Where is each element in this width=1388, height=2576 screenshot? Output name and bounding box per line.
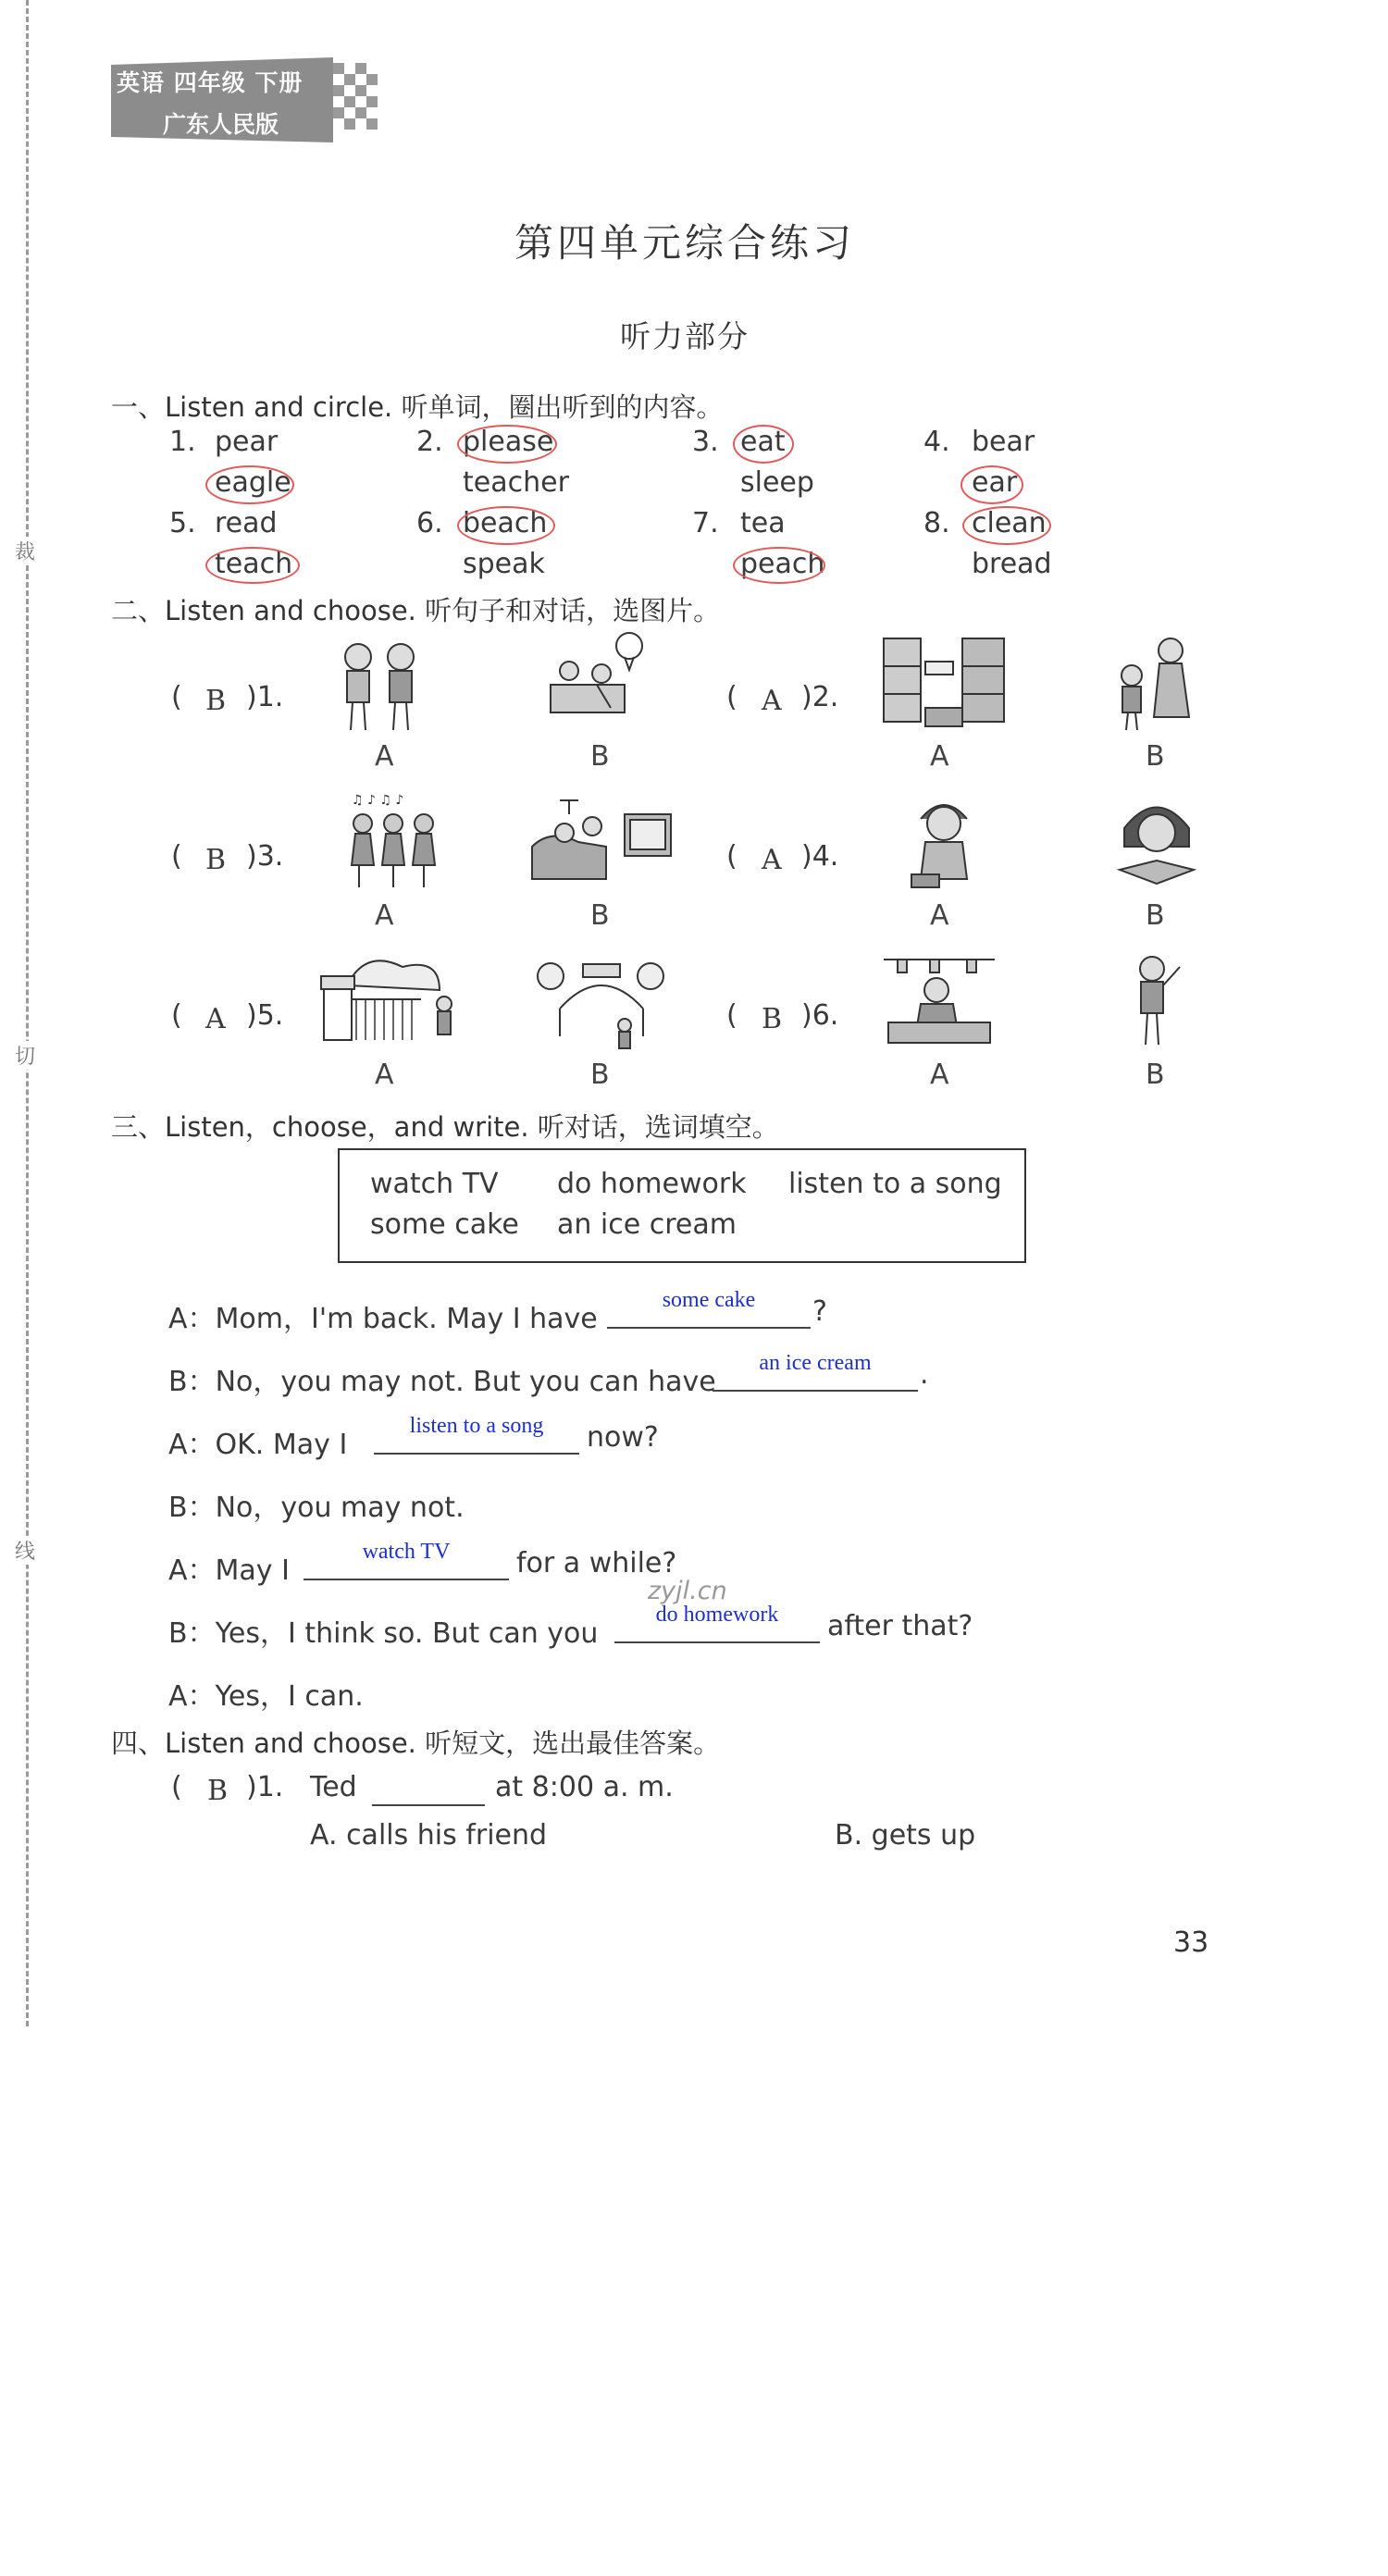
s2-label-4a: A [930, 899, 949, 932]
answer-text-3: listen to a song [409, 1414, 544, 1438]
answer-circle [205, 547, 300, 584]
dialogue-end-1: ? [812, 1295, 827, 1328]
word-bank-item: some cake [370, 1208, 519, 1241]
s2-label-4b: B [1146, 899, 1165, 932]
answer-blank-2 [713, 1351, 918, 1392]
answer-circle [205, 465, 294, 504]
page-title: 第四单元综合练习 [514, 220, 855, 266]
s2-open-2: ( [726, 681, 737, 713]
s2-label-6a: A [930, 1059, 949, 1091]
s1-bottom-8: bread [972, 548, 1052, 580]
watermark: zyjl.cn [648, 1577, 727, 1605]
dialogue-line-2: B：No，you may not. But you can have [168, 1366, 716, 1398]
s2-label-2a: A [930, 740, 949, 773]
answer-circle [960, 465, 1023, 504]
dialogue-line-1: A：Mom，I'm back. May I have [168, 1303, 598, 1335]
dialogue-end-2: . [920, 1358, 929, 1391]
mother-and-child-picture [1106, 634, 1208, 736]
answer-text-5: watch TV [362, 1540, 451, 1564]
cut-line [26, 0, 29, 2026]
s1-bottom-6: speak [463, 548, 545, 580]
s2-label-5a: A [375, 1059, 394, 1091]
cut-mark-2: 切 [15, 1041, 35, 1070]
s1-num-8: 8. [923, 507, 950, 539]
s4-option-a: A. calls his friend [310, 1819, 548, 1852]
answer-text-1: some cake [662, 1288, 756, 1312]
s2-open-1: ( [171, 681, 182, 713]
word-bank-item: listen to a song [788, 1168, 1002, 1200]
s2-label-6b: B [1146, 1059, 1165, 1091]
answer-blank-5 [304, 1540, 509, 1580]
s2-answer-4: A [762, 844, 782, 876]
answer-circle [733, 425, 794, 464]
word-bank-item: do homework [557, 1168, 747, 1200]
svg-text:♫ ♪ ♫ ♪: ♫ ♪ ♫ ♪ [352, 793, 404, 808]
s1-top-6: beach [463, 507, 548, 539]
s1-num-5: 5. [169, 507, 196, 539]
s1-bottom-3: sleep [740, 466, 814, 499]
zoo-gate-picture [310, 948, 467, 1050]
s2-label-1a: A [375, 740, 394, 773]
s1-top-1: pear [215, 426, 279, 458]
dialogue-line-4: B：No，you may not. [168, 1492, 465, 1524]
cut-mark-3: 线 [15, 1536, 35, 1565]
s2-label-3b: B [590, 899, 610, 932]
answer-circle [457, 506, 555, 545]
s2-num-3: )3. [246, 840, 284, 873]
s1-top-8: clean [972, 507, 1047, 539]
s1-bottom-2: teacher [463, 466, 569, 499]
girls-with-ice-cream-picture [541, 629, 652, 731]
girl-on-phone-picture [893, 791, 995, 893]
answer-text-2: an ice cream [759, 1351, 872, 1375]
s2-open-3: ( [171, 840, 182, 873]
s1-top-7: tea [740, 507, 786, 539]
s2-answer-1: B [205, 685, 227, 717]
dialogue-end-3: now? [587, 1421, 659, 1454]
dialogue-line-7: A：Yes，I can. [168, 1680, 364, 1713]
s1-top-3: eat [740, 426, 786, 458]
answer-blank-1 [607, 1288, 811, 1329]
s4-stem-a: Ted [310, 1771, 357, 1803]
answer-circle [733, 547, 825, 584]
page-subtitle: 听力部分 [620, 318, 750, 354]
s2-num-6: )6. [801, 999, 839, 1032]
s2-num-2: )2. [801, 681, 839, 713]
word-bank-item: an ice cream [557, 1208, 737, 1241]
s2-answer-3: B [205, 844, 227, 876]
dialogue-line-6: B：Yes，I think so. But can you [168, 1617, 599, 1650]
s2-open-6: ( [726, 999, 737, 1032]
word-bank [338, 1148, 1026, 1263]
dialogue-end-6: after that? [827, 1610, 973, 1642]
s2-label-2b: B [1146, 740, 1165, 773]
s4-answer-1: B [207, 1775, 229, 1807]
s1-num-2: 2. [416, 426, 443, 458]
s2-answer-2: A [762, 685, 782, 717]
s4-num-1: )1. [246, 1771, 284, 1803]
section1-heading: 一、Listen and circle. 听单词，圈出听到的内容。 [111, 391, 724, 423]
s4-stem-b: at 8:00 a. m. [495, 1771, 674, 1803]
s1-num-6: 6. [416, 507, 443, 539]
s2-num-1: )1. [246, 681, 284, 713]
children-singing-picture [342, 791, 444, 893]
girl-reading-book-picture [1101, 791, 1212, 893]
section2-heading: 二、Listen and choose. 听句子和对话，选图片。 [111, 595, 721, 626]
s1-bottom-1: eagle [215, 466, 291, 499]
library-shelves-picture [879, 634, 1009, 736]
s1-bottom-4: ear [972, 466, 1018, 499]
s1-bottom-5: teach [215, 548, 293, 580]
s1-num-7: 7. [692, 507, 719, 539]
answer-blank-3 [374, 1414, 579, 1455]
s4-blank [372, 1775, 485, 1806]
section4-heading: 四、Listen and choose. 听短文，选出最佳答案。 [111, 1728, 721, 1759]
answer-circle [457, 425, 557, 464]
answer-circle [962, 506, 1051, 545]
section3-heading: 三、Listen，choose，and write. 听对话，选词填空。 [111, 1111, 779, 1143]
boy-standing-picture [1110, 948, 1194, 1050]
s1-top-4: bear [972, 426, 1035, 458]
man-cooking-picture [879, 948, 999, 1050]
answer-blank-6 [614, 1603, 820, 1643]
s2-open-5: ( [171, 999, 182, 1032]
s1-top-2: please [463, 426, 554, 458]
dialogue-line-5: A：May I [168, 1554, 290, 1587]
s2-label-1b: B [590, 740, 610, 773]
dialogue-line-3: A：OK. May I [168, 1429, 348, 1461]
s2-num-5: )5. [246, 999, 284, 1032]
word-bank-item: watch TV [370, 1168, 499, 1200]
s2-open-4: ( [726, 840, 737, 873]
s2-label-5b: B [590, 1059, 610, 1091]
s2-answer-5: A [205, 1003, 226, 1035]
s1-top-5: read [215, 507, 278, 539]
s2-num-4: )4. [801, 840, 839, 873]
answer-text-6: do homework [655, 1603, 779, 1627]
s1-num-3: 3. [692, 426, 719, 458]
s2-label-3a: A [375, 899, 394, 932]
s1-num-4: 4. [923, 426, 950, 458]
header-line2: 广东人民版 [163, 111, 279, 138]
park-gate-picture [532, 953, 671, 1055]
family-watching-tv-picture [523, 791, 680, 893]
dialogue-end-5: for a while? [516, 1547, 677, 1579]
two-boys-talking-picture [328, 634, 430, 736]
header-line1: 英语 四年级 下册 [117, 69, 304, 96]
s4-option-b: B. gets up [835, 1819, 976, 1852]
s4-open-1: ( [171, 1771, 182, 1803]
s1-num-1: 1. [169, 426, 196, 458]
cut-mark-1: 裁 [15, 537, 35, 565]
page-number: 33 [1173, 1926, 1209, 1959]
s1-bottom-7: peach [740, 548, 825, 580]
s2-answer-6: B [762, 1003, 783, 1035]
